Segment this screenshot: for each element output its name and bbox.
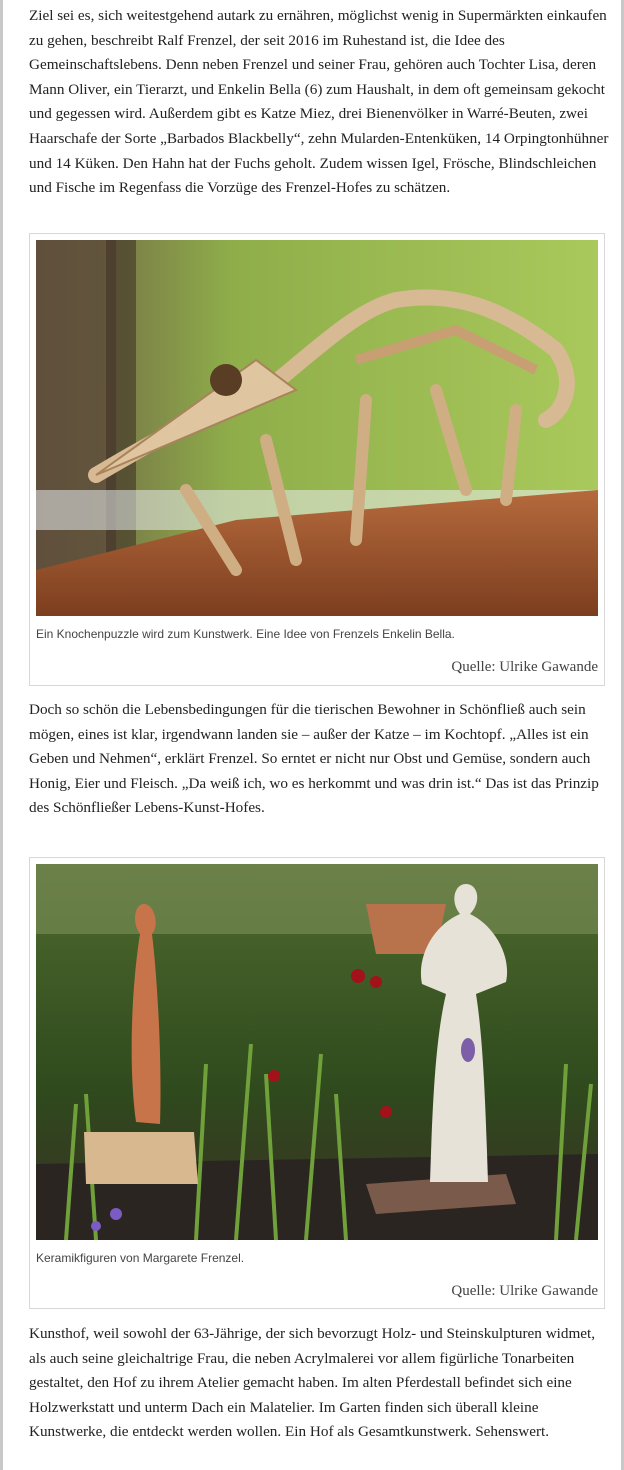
figure-source: Quelle: Ulrike Gawande [451,659,598,675]
bone-sculpture-photo[interactable] [36,240,598,616]
article-paragraph: Kunsthof, weil sowohl der 63-Jährige, der sich bevorzugt Holz- und Steinskulpturen widmet, als auch seine gleichaltrige Frau, die neben Acrylmalerei vor allem figürliche Tonarbeiten gestaltet, den Hof zu ihrem Atelier gemacht haben. Im alten Pferdestall befindet sich eine Holzwerkstatt und unterm Dach ein Malatelier. Im Garten finden sich überall kleine Kunstwerke, die entdeckt werden wollen. Ein Hof als Gesamtkunstwerk. Sehenswert. [29,1325,596,1441]
figure-caption: Keramikfiguren von Margarete Frenzel. [36,1251,245,1265]
ceramic-figures-photo[interactable] [36,864,598,1240]
article-paragraph: Ziel sei es, sich weitestgehend autark zu ernähren, möglichst wenig in Supermärkten einkaufen zu gehen, beschreibt Ralf Frenzel, der seit 2016 im Ruhestand ist, die Idee des Gemeinschaftslebens. Denn neben Frenzel und seiner Frau, gehören auch Tochter Lisa, deren Mann Oliver, ein Tierarzt, und Enkelin Bella (6) zum Haushalt, in dem oft gemeinsam gekocht und gegessen wird. Außerdem gibt es Katze Miez, drei Bienenvölker in Warré-Beuten, zwei Haarschafe der Sorte „Barbados Blackbelly“, zehn Mularden-Entenküken, 14 Orpingtonhühner und 14 Küken. Den Hahn hat der Fuchs geholt. Zudem wissen Igel, Frösche, Blindschleichen und Fische im Regenfass die Vorzüge des Frenzel-Hofes zu schätzen. [29,7,609,197]
article-figure [29,233,605,686]
figure-source: Quelle: Ulrike Gawande [451,1283,598,1299]
figure-caption: Ein Knochenpuzzle wird zum Kunstwerk. Eine Idee von Frenzels Enkelin Bella. [36,627,455,641]
article-paragraph: Doch so schön die Lebensbedingungen für die tierischen Bewohner in Schönfließ auch sein mögen, eines ist klar, irgendwann landen sie – außer der Katze – im Kochtopf. „Alles ist ein Geben und Nehmen“, erklärt Frenzel. So erntet er nicht nur Obst und Gemüse, sondern auch Honig, Eier und Fleisch. „Da weiß ich, wo es herkommt und was drin ist.“ Das ist das Prinzip des Schönfließer Lebens-Kunst-Hofes. [29,701,599,817]
article-figure [29,857,605,1309]
